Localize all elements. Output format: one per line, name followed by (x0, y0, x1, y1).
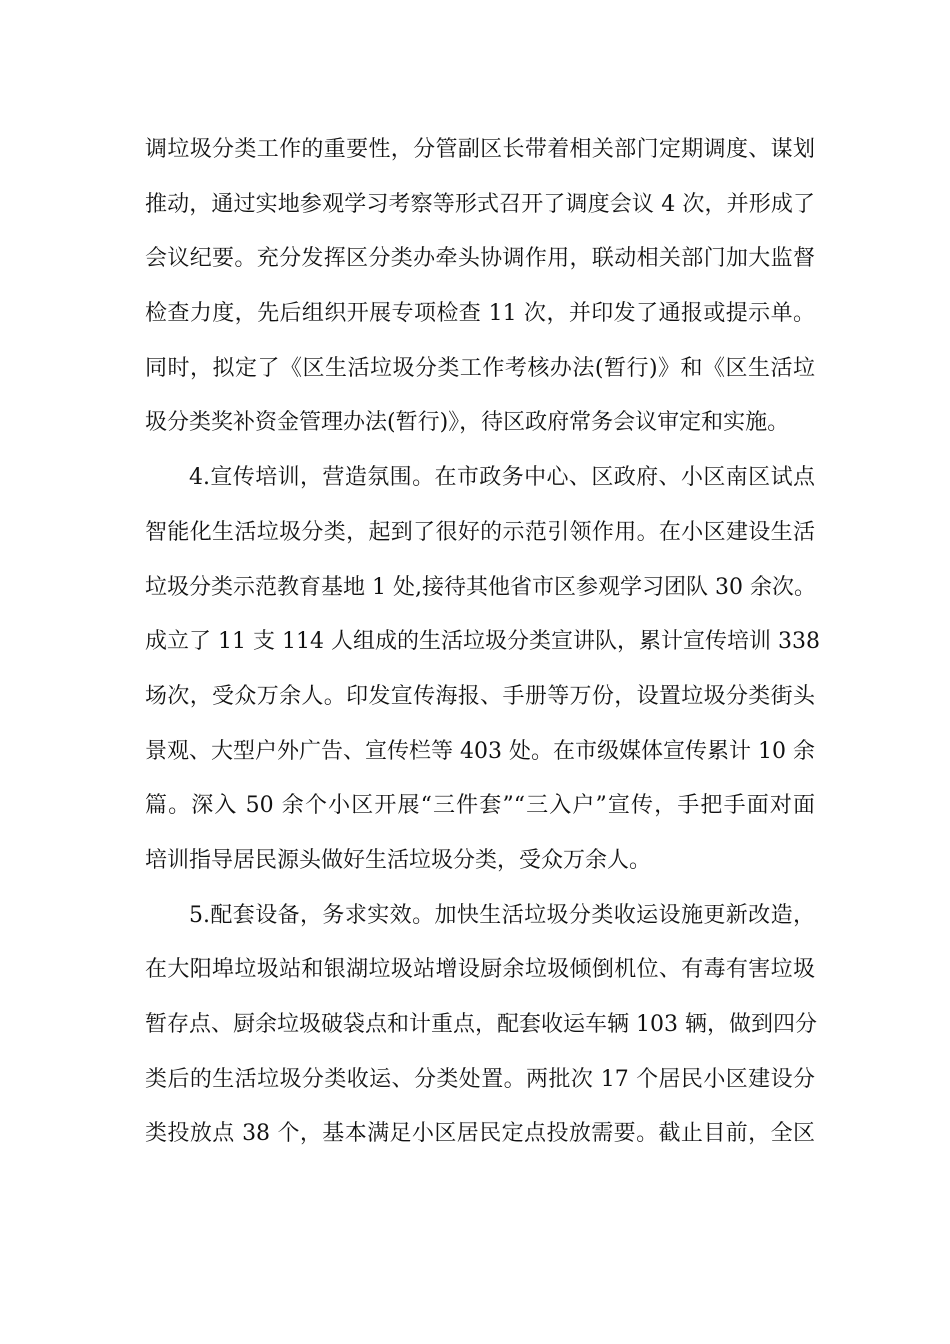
text-line: 场次，受众万余人。印发宣传海报、手册等万份，设置垃圾分类街头 (145, 683, 815, 709)
text-line: 调垃圾分类工作的重要性，分管副区长带着相关部门定期调度、谋划 (145, 137, 815, 162)
text-line: 检查力度，先后组织开展专项检查 11 次，并印发了通报或提示单。 (145, 301, 815, 327)
text-line: 培训指导居民源头做好生活垃圾分类，受众万余人。 (145, 847, 652, 873)
text-line: 景观、大型户外广告、宣传栏等 403 处。在市级媒体宣传累计 10 余 (145, 738, 815, 764)
text-line: 推动，通过实地参观学习考察等形式召开了调度会议 4 次，并形成了 (145, 191, 815, 217)
text-line: 在大阳埠垃圾站和银湖垃圾站增设厨余垃圾倾倒机位、有毒有害垃圾 (145, 957, 815, 983)
text-line: 成立了 11 支 114 人组成的生活垃圾分类宣讲队，累计宣传培训 338 (145, 629, 820, 655)
text-line: 类后的生活垃圾分类收运、分类处置。两批次 17 个居民小区建设分 (145, 1066, 815, 1092)
paragraph-heading-line: 4.宣传培训，营造氛围。在市政务中心、区政府、小区南区试点 (189, 465, 815, 491)
text-line: 圾分类奖补资金管理办法(暂行)》，待区政府常务会议审定和实施。 (145, 410, 790, 436)
paragraph-heading-line: 5.配套设备，务求实效。加快生活垃圾分类收运设施更新改造， (189, 902, 815, 928)
body-text (145, 128, 820, 1167)
text-line: 同时，拟定了《区生活垃圾分类工作考核办法(暂行)》和《区生活垃 (145, 355, 815, 381)
text-line: 暂存点、厨余垃圾破袋点和计重点，配套收运车辆 103 辆，做到四分 (145, 1012, 817, 1037)
text-line: 类投放点 38 个，基本满足小区居民定点投放需要。截止目前，全区 (145, 1121, 815, 1147)
text-line: 垃圾分类示范教育基地 1 处,接待其他省市区参观学习团队 30 余次。 (145, 574, 816, 600)
text-line: 会议纪要。充分发挥区分类办牵头协调作用，联动相关部门加大监督 (145, 246, 815, 272)
text-line: 智能化生活垃圾分类，起到了很好的示范引领作用。在小区建设生活 (145, 519, 815, 545)
text-line: 篇。深入 50 余个小区开展“三件套”“三入户”宣传，手把手面对面 (145, 793, 815, 819)
